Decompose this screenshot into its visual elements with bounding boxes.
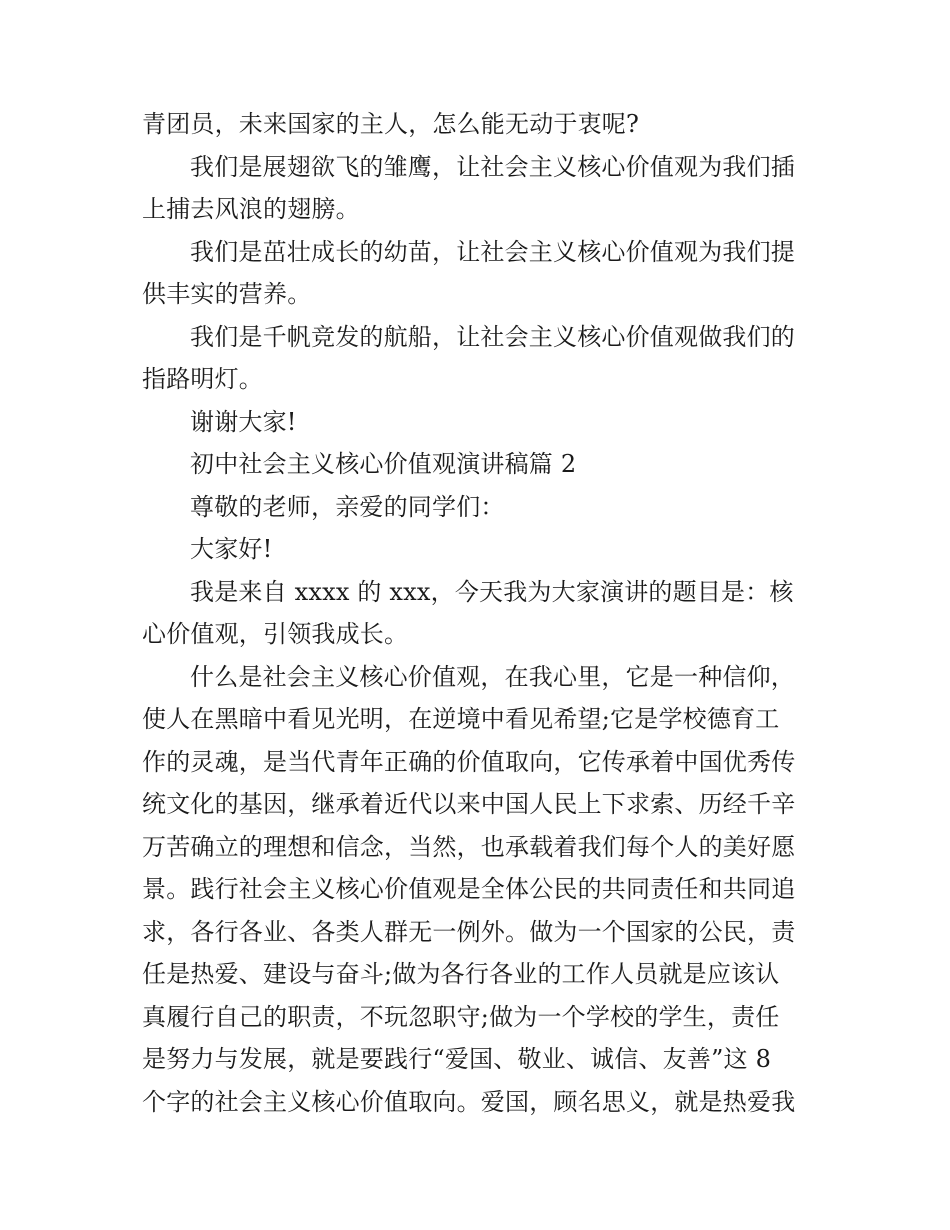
text-line-22: 真履行自己的职责，不玩忽职守;做为一个学校的学生，责任 [142,1002,780,1031]
text-line-2: 我们是展翅欲飞的雏鹰，让社会主义核心价值观为我们插 [190,152,795,181]
document-body [142,103,822,1123]
text-line-14: 什么是社会主义核心价值观，在我心里，它是一种信仰， [190,662,795,691]
text-line-5: 供丰实的营养。 [142,280,312,308]
text-line-3: 上捕去风浪的翅膀。 [142,195,360,223]
text-line-4: 我们是茁壮成长的幼苗，让社会主义核心价值观为我们提 [190,237,795,266]
text-line-13: 心价值观，引领我成长。 [142,620,409,648]
text-line-18: 万苦确立的理想和信念，当然，也承载着我们每个人的美好愿 [142,832,796,861]
text-line-19: 景。践行社会主义核心价值观是全体公民的共同责任和共同追 [142,875,796,903]
text-line-16: 作的灵魂，是当代青年正确的价值取向，它传承着中国优秀传 [142,747,796,776]
text-line-1: 青团员，未来国家的主人，怎么能无动于衷呢? [142,110,640,138]
text-line-12: 我是来自 xxxx 的 xxx，今天我为大家演讲的题目是：核 [190,577,794,606]
text-line-7: 指路明灯。 [142,365,263,393]
text-line-23: 是努力与发展，就是要践行“爱国、敬业、诚信、友善”这 8 [142,1045,772,1073]
text-line-8: 谢谢大家! [190,407,297,436]
text-line-17: 统文化的基因，继承着近代以来中国人民上下求索、历经千辛 [142,790,796,818]
text-line-6: 我们是千帆竞发的航船，让社会主义核心价值观做我们的 [190,322,795,351]
text-line-21: 任是热爱、建设与奋斗;做为各行各业的工作人员就是应该认 [142,960,780,988]
section-heading: 初中社会主义核心价值观演讲稿篇 2 [190,450,577,478]
text-line-15: 使人在黑暗中看见光明，在逆境中看见希望;它是学校德育工 [142,705,780,733]
salutation: 尊敬的老师，亲爱的同学们： [190,492,505,521]
greeting: 大家好! [190,535,273,563]
text-line-24: 个字的社会主义核心价值取向。爱国，顾名思义，就是热爱我 [142,1087,796,1116]
text-line-20: 求，各行各业、各类人群无一例外。做为一个国家的公民，责 [142,917,796,946]
